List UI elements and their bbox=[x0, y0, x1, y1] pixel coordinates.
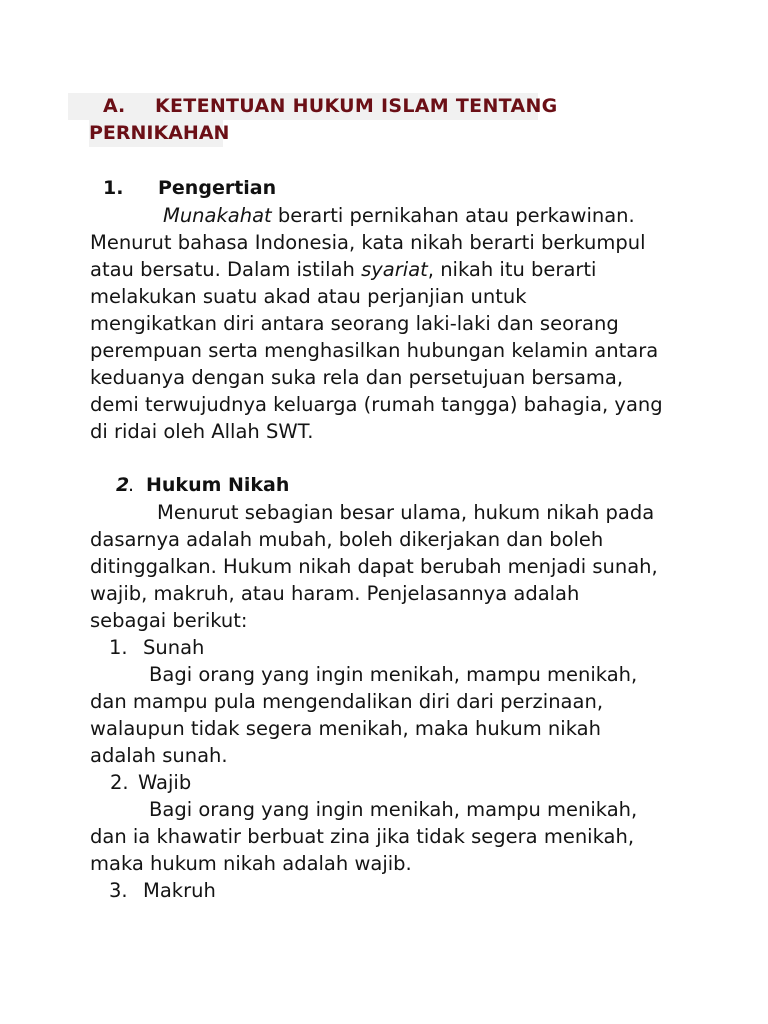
hukum-nikah-number: 2 bbox=[116, 474, 130, 496]
list-item-number: 2. bbox=[110, 771, 129, 794]
section-title-text: KETENTUAN HUKUM ISLAM TENTANG bbox=[155, 95, 558, 117]
section-title-line1 bbox=[68, 93, 558, 120]
pengertian-line-3-pre: atau bersatu. Dalam istilah bbox=[90, 258, 362, 281]
list-item-label-wajib: Wajib bbox=[138, 771, 192, 794]
hukum-nikah-line-4: wajib, makruh, atau haram. Penjelasannya adalah bbox=[90, 582, 580, 605]
sunah-line-4: adalah sunah. bbox=[90, 744, 228, 767]
pengertian-line-4: melakukan suatu akad atau perjanjian untuk bbox=[90, 285, 527, 308]
sunah-line-1: Bagi orang yang ingin menikah, mampu menikah, bbox=[149, 663, 638, 686]
list-item-number: 3. bbox=[109, 879, 128, 902]
pengertian-line-6: perempuan serta menghasilkan hubungan kelamin antara bbox=[90, 339, 659, 362]
hukum-nikah-number-suffix: . bbox=[128, 474, 135, 496]
pengertian-line-1-rest: berarti pernikahan atau perkawinan. bbox=[271, 204, 635, 227]
pengertian-line-3-post: , nikah itu berarti bbox=[427, 258, 597, 281]
list-item-label-makruh: Makruh bbox=[143, 879, 216, 902]
section-letter: A. bbox=[103, 95, 126, 117]
pengertian-line-1 bbox=[163, 202, 635, 229]
section-title-line2: PERNIKAHAN bbox=[89, 120, 223, 147]
wajib-line-1: Bagi orang yang ingin menikah, mampu menikah, bbox=[149, 798, 638, 821]
hukum-nikah-line-2: dasarnya adalah mubah, boleh dikerjakan dan boleh bbox=[90, 528, 604, 551]
sunah-line-2: dan mampu pula mengendalikan diri dari perzinaan, bbox=[90, 690, 604, 713]
wajib-line-2: dan ia khawatir berbuat zina jika tidak segera menikah, bbox=[90, 825, 635, 848]
hukum-nikah-line-5: sebagai berikut: bbox=[90, 609, 248, 632]
pengertian-heading: Pengertian bbox=[158, 177, 277, 199]
sunah-line-3: walaupun tidak segera menikah, maka hukum nikah bbox=[90, 717, 601, 740]
term-munakahat: Munakahat bbox=[163, 204, 272, 227]
hukum-nikah-heading: Hukum Nikah bbox=[146, 474, 290, 496]
hukum-nikah-line-3: ditinggalkan. Hukum nikah dapat berubah menjadi sunah, bbox=[90, 555, 658, 578]
pengertian-line-2: Menurut bahasa Indonesia, kata nikah berarti berkumpul bbox=[90, 231, 646, 254]
pengertian-line-7: keduanya dengan suka rela dan persetujuan bersama, bbox=[90, 366, 624, 389]
hukum-nikah-line-1: Menurut sebagian besar ulama, hukum nikah pada bbox=[157, 501, 655, 524]
pengertian-line-8: demi terwujudnya keluarga (rumah tangga) bahagia, yang bbox=[90, 393, 663, 416]
list-item-label-sunah: Sunah bbox=[143, 636, 205, 659]
pengertian-line-9: di ridai oleh Allah SWT. bbox=[90, 420, 314, 443]
wajib-line-3: maka hukum nikah adalah wajib. bbox=[90, 852, 412, 875]
term-syariat: syariat bbox=[361, 258, 428, 281]
pengertian-number: 1. bbox=[103, 177, 124, 199]
pengertian-line-5: mengikatkan diri antara seorang laki-laki dan seorang bbox=[90, 312, 619, 335]
list-item-number: 1. bbox=[109, 636, 128, 659]
pengertian-line-3 bbox=[90, 256, 596, 283]
